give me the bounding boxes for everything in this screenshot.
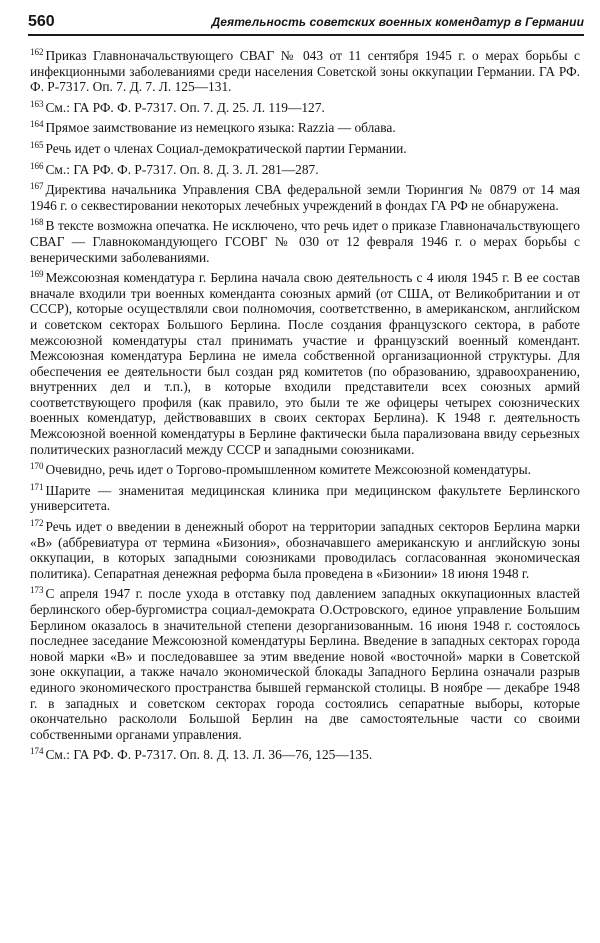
footnote-text: Очевидно, речь идет о Торгово-промышленном комитете Межсоюзной комендатуры. [45, 462, 531, 478]
footnote-number: 168 [30, 217, 44, 228]
footnote-number: 171 [30, 481, 44, 492]
footnote-text: См.: ГА РФ. Ф. Р-7317. Оп. 7. Д. 25. Л. 119—127. [45, 99, 325, 115]
footnote-text: См.: ГА РФ. Ф. Р-7317. Оп. 8. Д. 3. Л. 281—287. [45, 161, 319, 177]
footnote-165 [30, 141, 580, 157]
footnote-number: 164 [30, 119, 44, 130]
footnote-172 [30, 519, 580, 581]
footnote-number: 172 [30, 518, 44, 529]
footnote-163 [30, 100, 580, 116]
footnote-number: 166 [30, 160, 44, 171]
footnote-text: Речь идет о введении в денежный оборот на территории западных секторов Берлина марки «В» (аббревиатура от термина «Бизония», обозначавшего американскую и английскую зоны оккупации, в которых западными союзниками проводилась согласованная экономическая политика). Сепаратная денежная реформа была проведена в «Бизонии» 18 июня 1948 г. [30, 519, 580, 581]
footnote-173 [30, 586, 580, 742]
footnote-166 [30, 162, 580, 178]
page-number: 560 [28, 13, 55, 30]
footnotes-list [30, 48, 580, 768]
footnote-text: Речь идет о членах Социал-демократической партии Германии. [45, 140, 407, 156]
footnote-174 [30, 747, 580, 763]
footnote-164 [30, 120, 580, 136]
footnote-number: 162 [30, 47, 44, 57]
footnote-169 [30, 270, 580, 457]
footnote-text: Межсоюзная комендатура г. Берлина начала свою деятельность с 4 июля 1945 г. В ее состав вначале входили три военных коменданта союзных армий (от США, от Великобритании и от СССР), которые осуществляли свои полномочия, соответственно, в американском, английском и советском секторах Большого Берлина. После создания французского сектора, в работе межсоюзной комендатуры стал принимать участие и французский военный комендант. Межсоюзная комендатура Берлина не имела собственной организационной структуры. Для обеспечения ее деятельности был создан ряд комитетов (по образованию, здравоохранению, внутренних дел и т.п.), в которые входили представители всех союзных армий соответствующего профиля (как правило, это были те же офицеры четырех союзнических военных комендатур, действовавших в своих секторах Берлина). К 1948 г. деятельность Межсоюзной военной комендатуры в Берлине фактически была парализована ввиду серьезных политических разногласий между СССР и западными союзниками. [30, 270, 580, 457]
footnote-171 [30, 483, 580, 514]
footnote-number: 169 [30, 269, 44, 280]
footnote-text: Шарите — знаменитая медицинская клиника при медицинском факультете Берлинского университета. [30, 482, 580, 514]
footnote-text: С апреля 1947 г. после ухода в отставку под давлением западных оккупационных властей берлинского обер-бургомистра социал-демократа О.Островского, единое управление Большим Берлином оказалось в значительной степени дезорганизованным. 16 июня 1948 г. состоялось последнее заседание Межсоюзной комендатуры Берлина. Введение в западных секторах города новой марки «В» и последовавшее за этим введение новой «восточной» марки в Советской зоне оккупации, а также начало экономической блокады Западного Берлина означали разрыв единого экономического пространства бывшей германской столицы. В ноябре — декабре 1948 г. в западных и советском секторах города состоялись сепаратные выборы, которые окончательно раскололи Большой Берлин на две самостоятельные части со своими собственными органами управления. [30, 586, 580, 742]
footnote-170 [30, 462, 580, 478]
running-title: Деятельность советских военных комендатур в Германии [211, 15, 584, 29]
footnote-number: 170 [30, 461, 44, 472]
footnote-number: 174 [30, 746, 44, 757]
footnote-text: См.: ГА РФ. Ф. Р-7317. Оп. 8. Д. 13. Л. 36—76, 125—135. [45, 747, 373, 763]
header-rule [28, 34, 584, 36]
footnote-text: Прямое заимствование из немецкого языка: Razzia — облава. [45, 120, 396, 136]
footnote-text: Директива начальника Управления СВА федеральной земли Тюрингия № 0879 от 14 мая 1946 г. о секвестировании некоторых лечебных учреждений в фондах ГА РФ не обнаружена. [30, 182, 580, 213]
footnote-number: 173 [30, 585, 44, 596]
footnote-text: В тексте возможна опечатка. Не исключено, что речь идет о приказе Главноначальствующего СВАГ — Главнокомандующего ГСОВГ № 030 от 12 февраля 1946 г. о мерах борьбы с венерическими заболеваниями. [30, 218, 580, 265]
footnote-number: 165 [30, 139, 44, 150]
footnote-text: Приказ Главноначальствующего СВАГ № 043 от 11 сентября 1945 г. о мерах борьбы с инфекционными заболеваниями среди населения Советской зоны оккупации Германии. ГА РФ. Ф. Р-7317. Оп. 7. Д. 7. Л. 125—131. [30, 48, 580, 95]
footnote-168 [30, 218, 580, 265]
footnote-number: 167 [30, 181, 44, 192]
page-header [28, 12, 584, 34]
footnote-167 [30, 182, 580, 213]
footnote-number: 163 [30, 98, 44, 109]
footnote-162 [30, 48, 580, 95]
